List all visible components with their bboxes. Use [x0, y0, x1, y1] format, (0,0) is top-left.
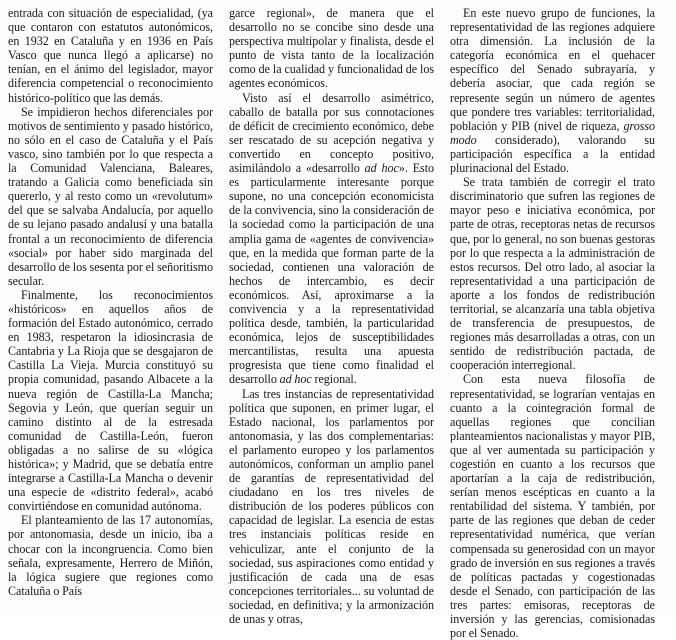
paragraph — [8, 6, 213, 105]
body-text: Se trata también de corregir el trato discriminatorio que sufren las regiones de mayor peso e iniciativa económica, por parte de otras, receptoras netas de recursos que, por lo general, no son buenas gestoras por lo que respecta a la administración de estos recursos. Del otro lado, al asociar la representatividad a una participación de aporte a los fondos de redistribución territorial, se alcanzaría una tabla objetiva de transferencia de presupuestos, de regiones más desarrolladas a otras, con un sentido de redistribución pactada, de cooperación interregional. — [450, 175, 655, 373]
body-text: considerado), valorando su participación específica a la entidad plurinacional del Estado. — [450, 132, 655, 176]
paragraph — [229, 91, 434, 387]
column-center — [229, 6, 435, 627]
paragraph — [450, 372, 655, 640]
body-text: Con esta nueva filosofía de representatividad, se lograrían ventajas en cuanto a la cointegración formal de aquellas regiones que concilian planteamientos nacionalistas y mayor PIB, que al ver aumentada su participación y cogestión en cuanto a los recursos que aportarían a la caja de redistribución, serían menos escépticas en cuanto a la rentabilidad del sistema. Y también, por parte de las regiones que deban de ceder representatividad numérica, que verían compensada su generosidad con un mayor grado de inversión en sus regiones a través de políticas pactadas y cogestionadas desde el Senado, con participación de las tres partes: emisoras, receptoras de inversión y las gerencias, comisionadas por el Senado. — [450, 372, 655, 640]
body-text: Finalmente, los reconocimientos «históricos» en aquellos años de formación del Estado autonómico, cerrado en 1983, respetaron la idiosincrasia de Cantabria y La Rioja que se desgajaron de Castilla La Vieja. Murcia constituyó su propia comunidad, pasando Albacete a la nueva región de Castilla-La Mancha; Segovia y León, que querían seguir un camino distinto al de la estresada comunidad de Castilla-León, fueron obligadas a no salirse de su «lógica histórica»; y Madrid, que se debatía entre integrarse a Castilla-La Mancha o devenir una especie de «distrito federal», acabó convirtiéndose en comunidad autónoma. — [8, 287, 213, 514]
body-text: El planteamiento de las 17 autonomías, por antonomasia, desde un inicio, iba a chocar con la incongruencia. Como bien señala, expresamente, Herrero de Miñón, la lógica sugiere que regiones como Cataluña o País — [8, 513, 213, 598]
paragraph — [8, 513, 213, 598]
body-text: entrada con situación de especialidad, (ya que contaron con estatutos autonómicos, en 1932 en Cataluña y en 1936 en País Vasco que nunca llegó a aplicarse) no tenían, en el ánimo del legislador, mayor diferencia competencial o reconocimiento histórico-político que las demás. — [8, 6, 213, 105]
paragraph — [8, 105, 213, 288]
body-text: ». Esto es particularmente interesante porque supone, no una concepción economicista de la convivencia, sino la consideración de la sociedad como la participación de una amplia gama de «agentes de convivencia» que, en la medida que forman parte de la sociedad, contienen una valoración de hechos de intercambio, es decir económicos. Así, aproximarse a la convivencia y a la representatividad política desde, también, la particularidad económica, lejos de susceptibilidades mercantilistas, resulta una apuesta progresista que tiene como finalidad el desarrollo — [229, 161, 435, 387]
paragraph — [450, 175, 655, 372]
emphasis-text: ad hoc — [364, 161, 399, 176]
column-left — [8, 6, 213, 618]
body-text: regional. — [311, 372, 357, 387]
emphasis-text: grosso modo — [450, 118, 655, 147]
body-text: garce regional», de manera que el desarrollo no se concibe sino desde una perspectiva multipolar y finalista, desde el punto de vista tanto de la localización como de la cualidad y funcionalidad de los agentes económicos. — [229, 6, 434, 91]
body-text: En este nuevo grupo de funciones, la representatividad de las regiones adquiere otra dimensión. La inclusión de la categoría económica en el quehacer específico del Senado subrayaría, y debería asociar, que cada región se represente según un número de agentes que pondere tres variables: territorialidad, población y PIB (nivel de riqueza, — [450, 6, 655, 133]
body-text: Se impidieron hechos diferenciales por motivos de sentimiento y pasado histórico, no sólo en el caso de Cataluña y el País vasco, sino también por lo que respecta a la Comunidad Valenciana, Baleares, tratando a Galicia como beneficiada sin quererlo, y al resto como un «revolutum» del que se salvaba Andalucía, por aquello de su lejano pasado andalusí y una batalla frontal a un reconocimiento de diferencia «social» por haber sido marginada del desarrollo de los sesenta por el señoritismo secular. — [8, 104, 213, 288]
paragraph — [229, 6, 434, 91]
paragraph — [8, 288, 213, 514]
column-right — [450, 6, 655, 640]
body-text: Visto así el desarrollo asimétrico, caballo de batalla por sus connotaciones de déficit de crecimiento económico, debe ser rescatado de su acepción negativa y convertido en concepto positivo, asimilándolo a «desarrollo — [229, 90, 434, 176]
body-text: Las tres instancias de representatividad política que suponen, en primer lugar, el Estado nacional, los parlamentos por antonomasia, y las dos complementarias: el parlamento europeo y los parlamentos autonómicos, conforman un amplio panel de garantías de representatividad del ciudadano en los tres niveles de distribución de los poderes públicos con capacidad de legislar. La esencia de estas tres instanciais políticas reside en vehiculizar, ante el conjunto de la sociedad, sus aspiraciones como entidad y justificación de cada una de esas concepciones territoriales... su voluntad de sociedad, en definitiva; y la armonización de unas y otras, — [229, 386, 434, 627]
paragraph — [229, 387, 434, 627]
paragraph — [450, 6, 655, 175]
emphasis-text: ad hoc — [279, 372, 312, 387]
